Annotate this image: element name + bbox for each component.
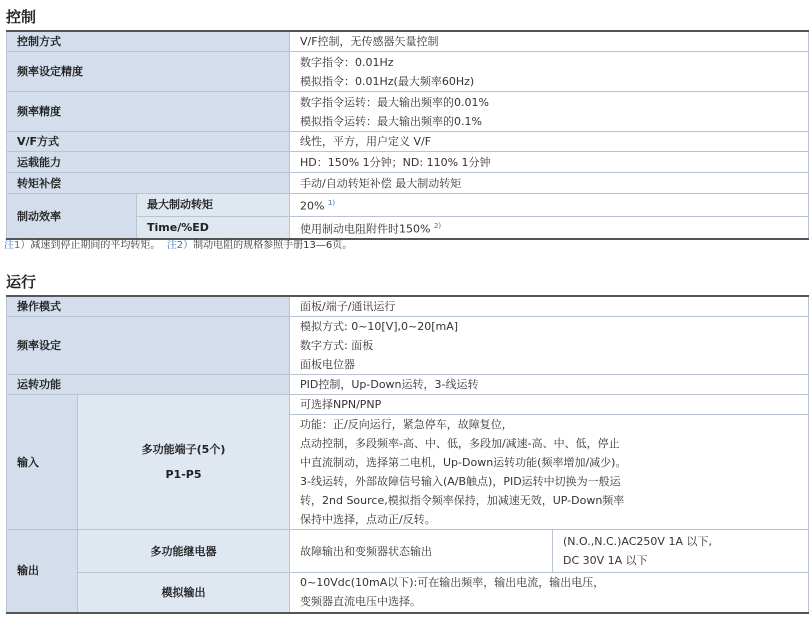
note-1-mark: 注1） (4, 240, 31, 251)
freq-accuracy-value (290, 92, 809, 132)
max-braking-torque-value: 20% $^{1)}$ (290, 194, 809, 217)
torque-compensation-label: 转矩补偿 (7, 173, 290, 194)
operation-spec-table (6, 295, 809, 614)
freq-set-label: 频率设定 (7, 317, 290, 375)
time-ed-value: 使用制动电阻附件时150% $^{2)}$ (290, 216, 809, 239)
input-label: 输入 (7, 395, 78, 530)
control-spec-table (6, 30, 809, 240)
freq-setting-accuracy-value (290, 52, 809, 92)
operation-mode-label: 操作模式 (7, 296, 290, 317)
time-ed-label: Time/%ED (137, 216, 290, 239)
freq-set-analog: 模拟方式: 0~10[V],0~20[mA] (300, 320, 459, 333)
freq-set-potentiometer: 面板电位器 (300, 358, 355, 371)
torque-compensation-value: 手动/自动转矩补偿 最大制动转矩 (290, 173, 809, 194)
vf-mode-label: V/F方式 (7, 132, 290, 152)
note-1-text: 减速到停止期间的平均转矩。 (30, 240, 161, 251)
run-function-label: 运转功能 (7, 375, 290, 395)
control-method-value: V/F控制，无传感器矢量控制 (290, 31, 809, 52)
vf-mode-value: 线性，平方，用户定义 V/F (290, 132, 809, 152)
freq-set-digital: 数字方式: 面板 (300, 339, 374, 352)
freq-setting-digital: 数字指令：0.01Hz (300, 55, 394, 69)
analog-output-label: 模拟输出 (78, 573, 290, 613)
note-2-text: 制动电阻的规格参照手册13—6页。 (193, 240, 353, 251)
freq-setting-analog: 模拟指令：0.01Hz(最大频率60Hz) (300, 74, 475, 88)
note-2-ref: 2) (433, 221, 442, 230)
analog-output-value: 0~10Vdc(10mA以下):可在输出频率，输出电流，输出电压， 变频器直流电压中选择。 (290, 573, 809, 613)
freq-accuracy-digital: 数字指令运转：最大输出频率的0.01% (300, 95, 489, 109)
relay-output-value: 故障输出和变频器状态输出 (290, 530, 553, 573)
terminal-range: P1-P5 (165, 468, 202, 481)
run-function-value: PID控制，Up-Down运转，3-线运转 (290, 375, 809, 395)
freq-set-value (290, 317, 809, 375)
note-1-ref: 1) (327, 199, 336, 207)
note-2-mark: 注2） (166, 240, 194, 251)
overload-capacity-label: 运载能力 (7, 152, 290, 173)
max-braking-torque-label: 最大制动转矩 (137, 194, 290, 217)
input-functions-value: 功能：正/反向运行，紧急停车，故障复位， 点动控制，多段频率-高、中、低，多段加/减速-高、中、低，停止 中直流制动，选择第二电机，Up-Down运转功能(频率增加/减少)。 3-线运转，外部故障信号输入(A/B触点)，PID运转中切换为一般运 转，2nd Source,模拟指令频率保持，加减速无效，UP-Down频率 保持中选择，点动正/反转。 (290, 415, 809, 530)
multi-function-terminal-label: 多功能端子(5个) P1-P5 (78, 395, 290, 530)
control-method-label: 控制方式 (7, 31, 290, 52)
footnotes (4, 236, 352, 251)
output-label: 输出 (7, 530, 78, 613)
freq-accuracy-label: 频率精度 (7, 92, 290, 132)
overload-capacity-value: HD：150% 1分钟；ND: 110% 1分钟 (290, 152, 809, 173)
npn-pnp-value: 可选择NPN/PNP (290, 395, 809, 415)
freq-setting-accuracy-label: 频率设定精度 (7, 52, 290, 92)
freq-accuracy-analog: 模拟指令运转：最大输出频率的0.1% (300, 114, 482, 128)
operation-mode-value: 面板/端子/通讯运行 (290, 296, 809, 317)
operation-section-title: 运行 (6, 273, 37, 291)
multi-function-relay-label: 多功能继电器 (78, 530, 290, 573)
control-section-title: 控制 (6, 8, 37, 26)
relay-spec-value: (N.O.,N.C.)AC250V 1A 以下, DC 30V 1A 以下 (553, 530, 809, 573)
braking-efficiency-label: 制动效率 (7, 194, 137, 240)
